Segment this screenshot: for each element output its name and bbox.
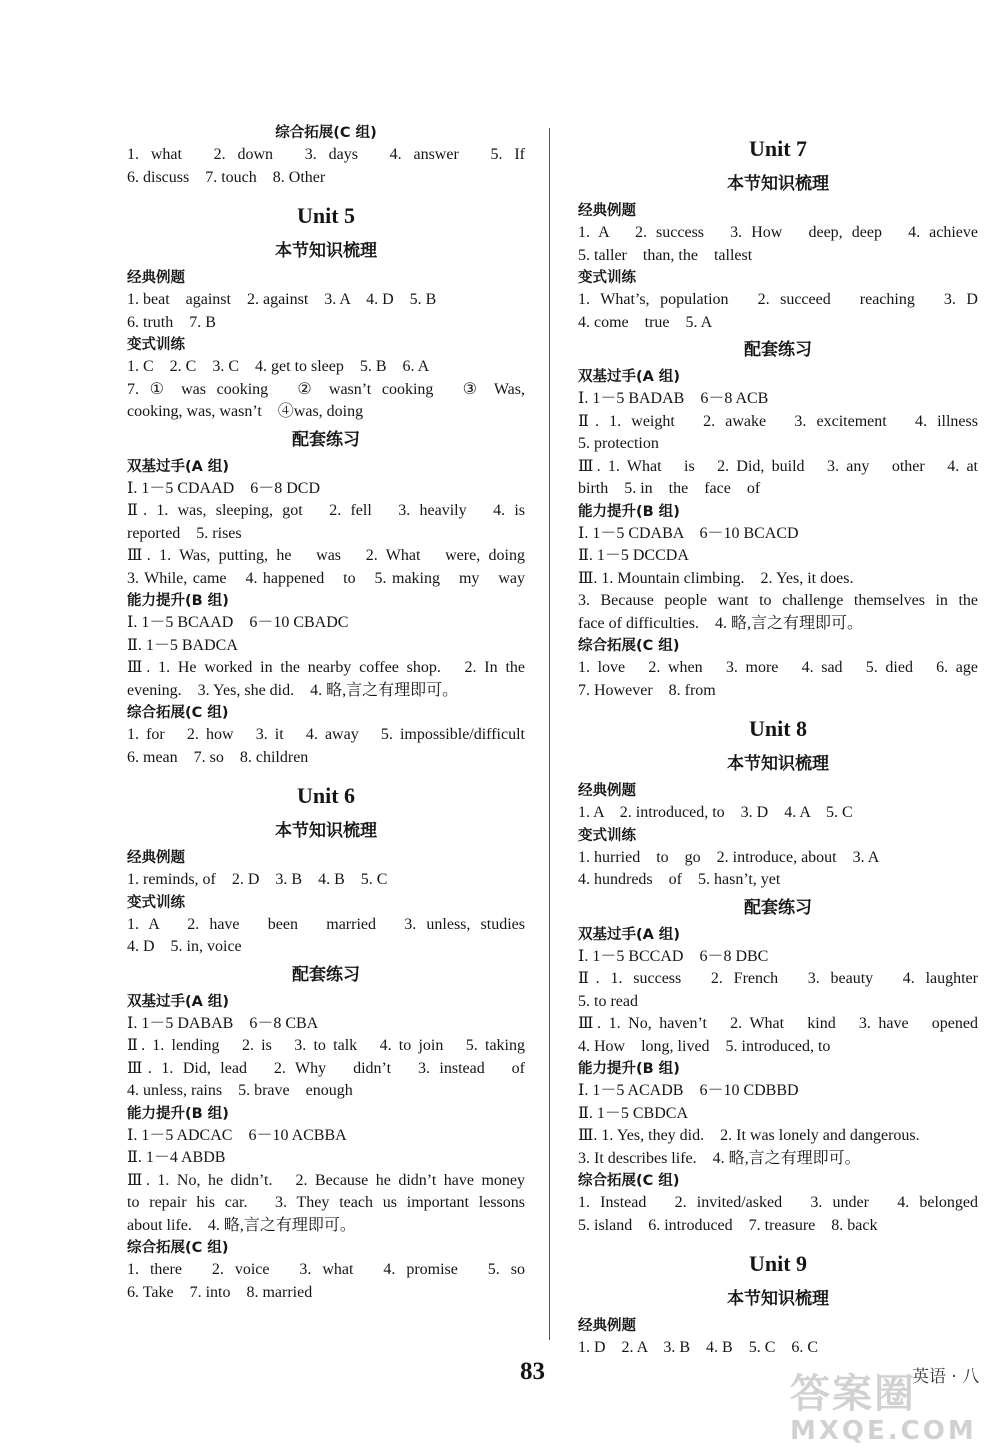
answer-line: Ⅱ. 1. weight 2. awake 3. excitement 4. illness xyxy=(578,412,978,430)
answer-line: Ⅲ. 1. No, haven’t 2. What kind 3. have opened xyxy=(578,1015,978,1032)
answer-line: Ⅲ. 1. Mountain climbing. 2. Yes, it does. xyxy=(578,569,854,587)
subsection-title: 能力提升(B 组) xyxy=(578,1061,680,1077)
answer-line: Ⅲ. 1. He worked in the nearby coffee shop. 2. In the xyxy=(127,659,525,676)
answer-line: Ⅱ. 1. was, sleeping, got 2. fell 3. heavily 4. is xyxy=(127,502,525,519)
section-title: 本节知识梳理 xyxy=(727,754,829,774)
subsection-title: 经典例题 xyxy=(578,783,636,799)
subsection-title: 双基过手(A 组) xyxy=(127,458,230,475)
answer-line: 5. to read xyxy=(578,992,638,1010)
subsection-title: 综合拓展(C 组) xyxy=(127,1240,229,1256)
section-title: 本节知识梳理 xyxy=(727,1289,829,1309)
section-title: 本节知识梳理 xyxy=(275,821,377,841)
subsection-title: 双基过手(A 组) xyxy=(578,369,681,385)
subsection-title: 能力提升(B 组) xyxy=(578,503,680,520)
section-title: 配套练习 xyxy=(292,964,360,985)
subsection-title: 变式训练 xyxy=(127,337,185,353)
subsection-title: 能力提升(B 组) xyxy=(127,593,229,609)
answer-line: 7. ① was cooking ② wasn’t cooking ③ Was, xyxy=(127,380,525,398)
subsection-title: 变式训练 xyxy=(127,894,185,911)
answer-line: 3. Because people want to challenge themselves in the xyxy=(578,592,978,609)
answer-line: face of difficulties. 4. 略,言之有理即可。 xyxy=(578,614,863,632)
answer-line: Ⅲ. 1. Was, putting, he was 2. What were, doing xyxy=(127,547,525,564)
watermark-logo-text: 答案圈 xyxy=(790,1371,916,1417)
answer-line: 4. unless, rains 5. brave enough xyxy=(127,1082,353,1099)
column-divider xyxy=(549,128,550,1340)
answer-line: Ⅲ. 1. What is 2. Did, build 3. any other 4. at xyxy=(578,457,978,475)
answer-line: 4. How long, lived 5. introduced, to xyxy=(578,1037,831,1055)
answer-line: Ⅱ. 1－5 DCCDA xyxy=(578,547,689,564)
answer-line: 1. what 2. down 3. days 4. answer 5. If xyxy=(127,146,525,163)
answer-line: Ⅲ. 1. Did, lead 2. Why didn’t 3. instead of xyxy=(127,1059,525,1077)
answer-line: Ⅰ. 1－5 CDAAD 6－8 DCD xyxy=(127,479,320,497)
answer-line: 6. Take 7. into 8. married xyxy=(127,1283,313,1301)
answer-line: 5. protection xyxy=(578,435,659,452)
answer-line: 4. come true 5. A xyxy=(578,313,713,331)
watermark-url: MXQE.COM xyxy=(790,1416,977,1446)
answer-line: 1. D 2. A 3. B 4. B 5. C 6. C xyxy=(578,1339,819,1356)
answer-line: 1. reminds, of 2. D 3. B 4. B 5. C xyxy=(127,871,388,888)
answer-line: 6. truth 7. B xyxy=(127,313,216,331)
unit-title: Unit 8 xyxy=(748,716,808,741)
watermark-logo xyxy=(790,1372,995,1450)
answer-line: Ⅲ. 1. Yes, they did. 2. It was lonely and dangerous. xyxy=(578,1127,920,1144)
answer-line: to repair his car. 3. They teach us important lessons xyxy=(127,1194,525,1211)
answer-line: 6. mean 7. so 8. children xyxy=(127,748,309,766)
answer-line: 1. A 2. success 3. How deep, deep 4. achieve xyxy=(578,224,978,241)
section-title: 配套练习 xyxy=(744,897,812,918)
answer-line: about life. 4. 略,言之有理即可。 xyxy=(127,1216,356,1234)
subsection-title: 变式训练 xyxy=(578,827,636,844)
answer-line: 3. While, came 4. happened to 5. making my way xyxy=(127,569,525,587)
answer-line: birth 5. in the face of xyxy=(578,480,761,497)
subsection-title: 经典例题 xyxy=(578,203,636,219)
section-title: 配套练习 xyxy=(292,429,360,450)
unit-title: Unit 9 xyxy=(748,1251,808,1276)
unit-title: Unit 6 xyxy=(296,783,356,808)
answer-line: Ⅱ. 1. lending 2. is 3. to talk 4. to join 5. taking xyxy=(127,1037,525,1054)
answer-line: 1. A 2. have been married 3. unless, studies xyxy=(127,915,525,933)
answer-line: 5. taller than, the tallest xyxy=(578,246,753,264)
answer-line: Ⅰ. 1－5 BADAB 6－8 ACB xyxy=(578,390,769,407)
left-column xyxy=(127,122,525,1304)
section-title: 配套练习 xyxy=(744,340,812,360)
unit-title: Unit 5 xyxy=(296,203,356,228)
subsection-title: 经典例题 xyxy=(578,1318,636,1334)
subsection-title: 能力提升(B 组) xyxy=(127,1105,229,1122)
subsection-title: 综合拓展(C 组) xyxy=(275,125,377,141)
answer-line: 1. A 2. introduced, to 3. D 4. A 5. C xyxy=(578,804,853,821)
answer-line: Ⅰ. 1－5 ACADB 6－10 CDBBD xyxy=(578,1082,799,1099)
answer-line: evening. 3. Yes, she did. 4. 略,言之有理即可。 xyxy=(127,681,459,699)
answer-line: Ⅱ. 1－4 ABDB xyxy=(127,1149,226,1166)
subsection-title: 变式训练 xyxy=(578,270,636,286)
answer-line: Ⅰ. 1－5 CDABA 6－10 BCACD xyxy=(578,524,799,542)
answer-line: reported 5. rises xyxy=(127,524,242,542)
answer-line: Ⅱ. 1. success 2. French 3. beauty 4. laughter xyxy=(578,970,978,987)
answer-line: 1. C 2. C 3. C 4. get to sleep 5. B 6. A xyxy=(127,358,430,375)
unit-title: Unit 7 xyxy=(748,136,808,161)
page-number: 83 xyxy=(520,1358,545,1385)
subsection-title: 双基过手(A 组) xyxy=(578,926,681,943)
footer-label: 英语 · 八 xyxy=(912,1367,980,1387)
section-title: 本节知识梳理 xyxy=(275,241,377,261)
answer-line: 6. discuss 7. touch 8. Other xyxy=(127,168,326,186)
answer-line: cooking, was, wasn’t ④was, doing xyxy=(127,403,364,420)
subsection-title: 双基过手(A 组) xyxy=(127,993,230,1010)
answer-line: 4. D 5. in, voice xyxy=(127,938,242,955)
answer-line: Ⅰ. 1－5 ADCAC 6－10 ACBBA xyxy=(127,1126,347,1144)
subsection-title: 经典例题 xyxy=(127,850,185,866)
answer-line: Ⅱ. 1－5 CBDCA xyxy=(578,1104,689,1122)
answer-line: Ⅰ. 1－5 DABAB 6－8 CBA xyxy=(127,1014,319,1032)
answer-line: Ⅰ. 1－5 BCCAD 6－8 DBC xyxy=(578,947,769,965)
answer-line: Ⅲ. 1. No, he didn’t. 2. Because he didn’t have money xyxy=(127,1171,525,1189)
answer-line: 1. What’s, population 2. succeed reaching 3. D xyxy=(578,291,978,308)
subsection-title: 综合拓展(C 组) xyxy=(578,638,680,654)
answer-line: 1. love 2. when 3. more 4. sad 5. died 6. age xyxy=(578,659,978,676)
answer-line: Ⅰ. 1－5 BCAAD 6－10 CBADC xyxy=(127,614,349,631)
answer-line: 3. It describes life. 4. 略,言之有理即可。 xyxy=(578,1149,861,1167)
answer-line: 4. hundreds of 5. hasn’t, yet xyxy=(578,871,781,888)
answer-line: Ⅱ. 1－5 BADCA xyxy=(127,636,238,654)
answer-line: 7. However 8. from xyxy=(578,681,716,699)
answer-line: 1. Instead 2. invited/asked 3. under 4. belonged xyxy=(578,1194,978,1211)
answer-line: 5. island 6. introduced 7. treasure 8. back xyxy=(578,1216,878,1234)
answer-line: 1. for 2. how 3. it 4. away 5. impossible/difficult xyxy=(127,726,525,743)
answer-line: 1. hurried to go 2. introduce, about 3. A xyxy=(578,848,880,866)
answer-line: 1. there 2. voice 3. what 4. promise 5. so xyxy=(127,1261,525,1278)
subsection-title: 综合拓展(C 组) xyxy=(127,705,229,721)
answer-line: 1. beat against 2. against 3. A 4. D 5. B xyxy=(127,291,437,308)
section-title: 本节知识梳理 xyxy=(727,174,829,194)
right-column xyxy=(578,122,978,1360)
subsection-title: 综合拓展(C 组) xyxy=(578,1173,680,1189)
subsection-title: 经典例题 xyxy=(127,270,185,286)
